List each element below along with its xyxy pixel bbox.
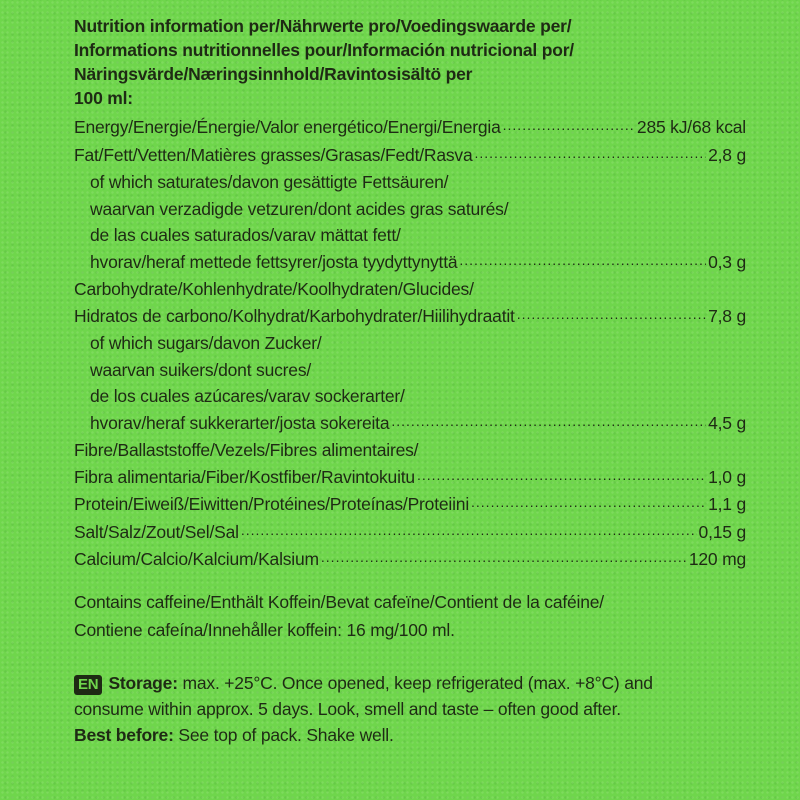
dot-leader [475, 139, 707, 167]
nutrient-label: Fibra alimentaria/Fiber/Kostfiber/Ravintokuitu [74, 466, 415, 487]
nutrient-row [74, 519, 746, 547]
nutrient-label: Calcium/Calcio/Kalcium/Kalsium [74, 549, 319, 569]
nutrient-row [74, 546, 746, 574]
best-before-label: Best before: [74, 724, 174, 745]
nutrient-row [74, 464, 746, 492]
storage-text: max. +25°C. Once opened, keep refrigerated (max. +8°C) and [182, 672, 653, 693]
nutrient-label: Protein/Eiweiß/Eiwitten/Protéines/Proteínas/Proteiini [74, 494, 470, 514]
header-line: Näringsvärde/Næringsinnhold/Ravintosisältö per [74, 64, 473, 84]
nutrient-value: 0,15 g [698, 521, 746, 542]
nutrient-label: waarvan suikers/dont sucres/ [90, 359, 312, 380]
header-line: 100 ml: [74, 88, 133, 108]
dot-leader [241, 516, 697, 544]
nutrient-value: 7,8 g [708, 305, 746, 326]
dot-leader [321, 543, 687, 571]
nutrient-row [74, 357, 746, 384]
dot-leader [471, 488, 706, 516]
nutrient-value: 120 mg [688, 549, 746, 569]
nutrition-table [74, 114, 746, 574]
nutrient-label: of which saturates/davon gesättigte Fettsäuren/ [90, 172, 449, 192]
caffeine-notice [74, 588, 746, 644]
dot-leader [391, 407, 706, 435]
header-line: Informations nutritionnelles pour/Información nutricional por/ [74, 40, 574, 60]
dot-leader [459, 246, 706, 274]
nutrient-label: de los cuales azúcares/varav sockerarter/ [90, 386, 405, 406]
nutrient-label: of which sugars/davon Zucker/ [90, 333, 322, 353]
nutrient-label: Energy/Energie/Énergie/Valor energético/Energi/Energia [74, 117, 501, 137]
nutrient-value: 0,3 g [708, 251, 746, 272]
nutrient-label: Fibre/Ballaststoffe/Vezels/Fibres alimentaires/ [74, 440, 419, 460]
best-before-text: See top of pack. Shake well. [178, 724, 394, 745]
nutrient-label: de las cuales saturados/varav mättat fett/ [90, 225, 401, 245]
nutrient-value: 2,8 g [708, 144, 746, 165]
dot-leader [517, 300, 706, 328]
nutrient-label: Fat/Fett/Vetten/Matières grasses/Grasas/Fedt/Rasva [74, 144, 473, 165]
dot-leader [417, 461, 706, 489]
dot-leader [503, 111, 635, 139]
nutrient-row [74, 114, 746, 142]
nutrient-label: waarvan verzadigde vetzuren/dont acides gras saturés/ [90, 198, 509, 219]
nutrient-row [74, 142, 746, 170]
storage-label: Storage: [108, 672, 178, 693]
caffeine-line: Contains caffeine/Enthält Koffein/Bevat cafeïne/Contient de la caféine/ [74, 591, 604, 612]
nutrient-row [74, 249, 746, 277]
nutrient-label: hvorav/heraf mettede fettsyrer/josta tyydyttynyttä [90, 251, 458, 272]
language-badge: EN [74, 675, 102, 695]
nutrient-row [74, 196, 746, 223]
nutrient-value: 1,0 g [708, 466, 746, 487]
nutrient-row [74, 330, 746, 357]
nutrition-panel [74, 14, 746, 748]
nutrition-header [74, 14, 746, 110]
nutrient-label: Salt/Salz/Zout/Sel/Sal [74, 521, 239, 542]
nutrient-label: Carbohydrate/Kohlenhydrate/Koolhydraten/Glucides/ [74, 279, 474, 299]
storage-line: consume within approx. 5 days. Look, smell and taste – often good after. [74, 698, 621, 719]
nutrient-label: Hidratos de carbono/Kolhydrat/Karbohydrater/Hiilihydraatit [74, 305, 515, 326]
nutrient-value: 285 kJ/68 kcal [636, 117, 746, 137]
nutrient-row [74, 410, 746, 438]
nutrient-row [74, 303, 746, 331]
caffeine-line: Contiene cafeína/Innehåller koffein: 16 mg/100 ml. [74, 619, 455, 640]
nutrient-value: 4,5 g [708, 412, 746, 433]
storage-section [74, 670, 746, 748]
header-line: Nutrition information per/Nährwerte pro/Voedingswaarde per/ [74, 16, 572, 36]
nutrient-row [74, 491, 746, 519]
nutrient-row [74, 169, 746, 196]
nutrient-value: 1,1 g [708, 494, 746, 514]
nutrient-label: hvorav/heraf sukkerarter/josta sokereita [90, 412, 390, 433]
